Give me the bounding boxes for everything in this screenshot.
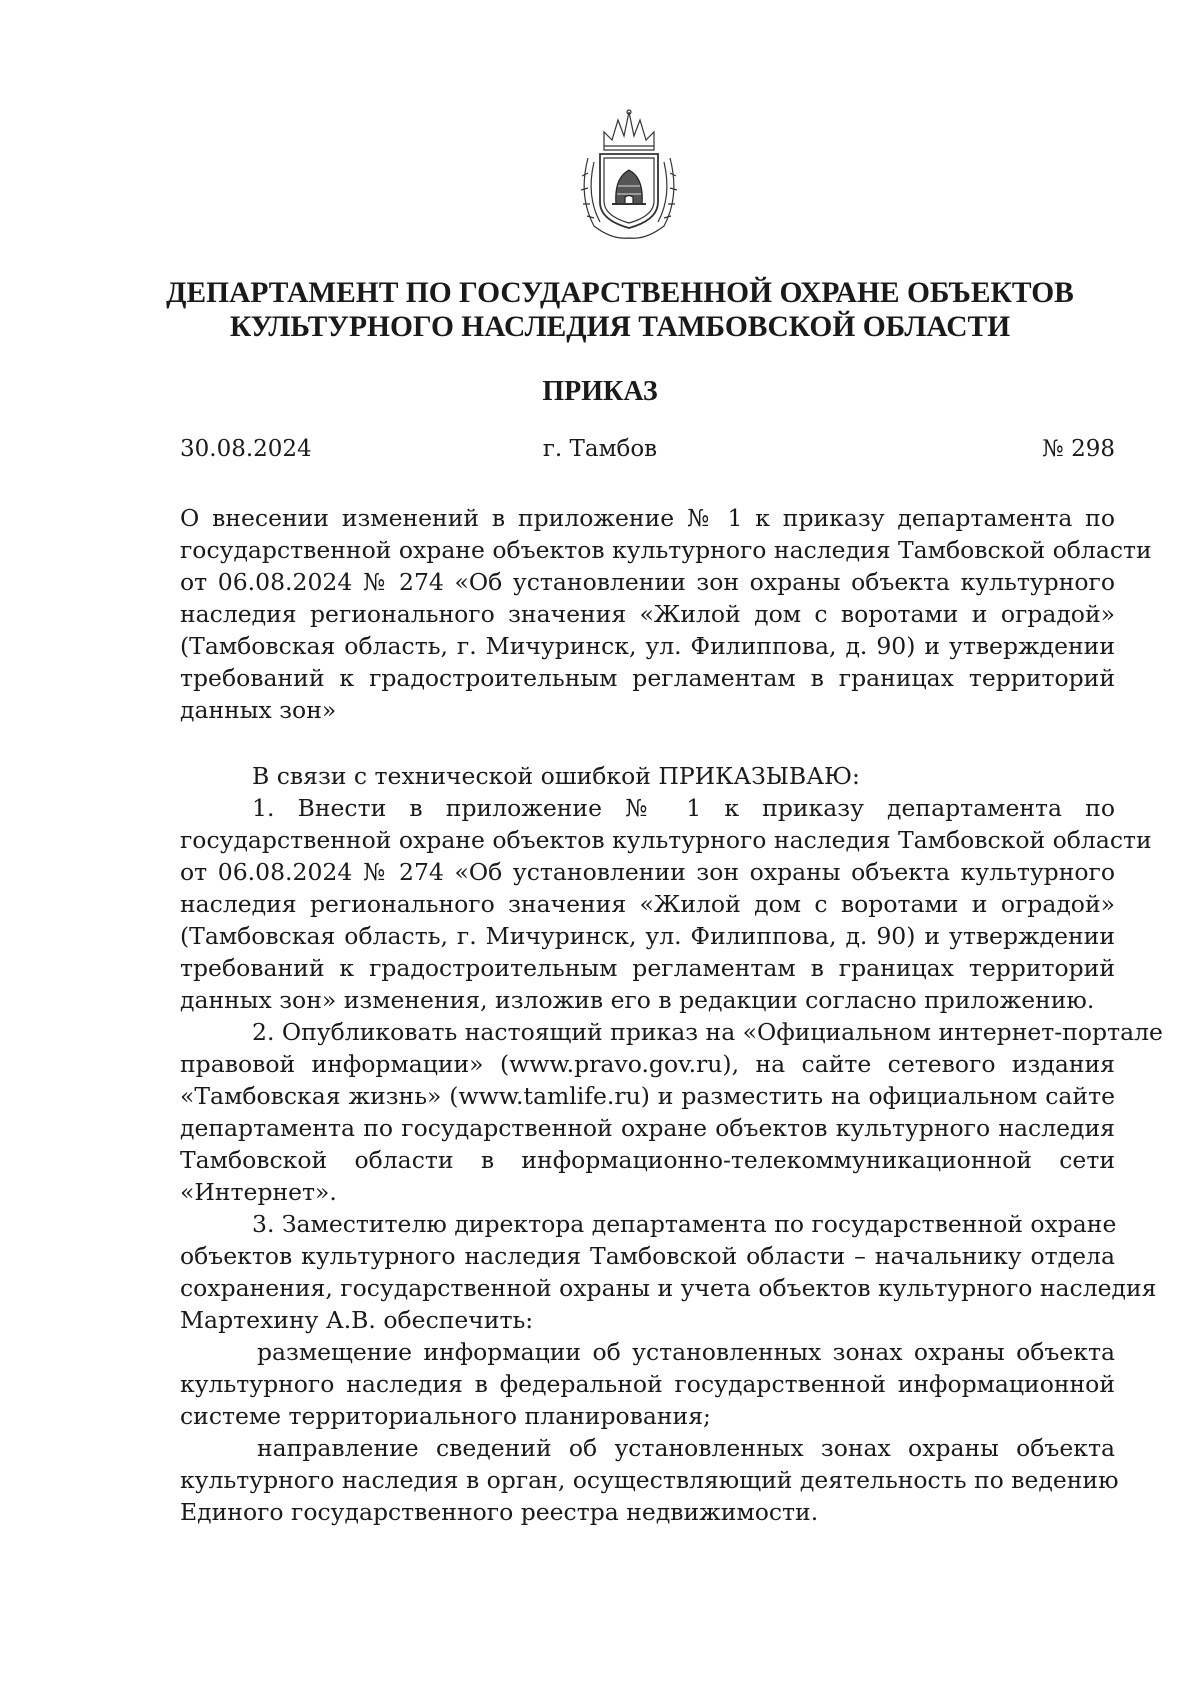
body-line: требований к градостроительным регламентам в границах территорий — [180, 954, 1115, 982]
body-line: культурного наследия в федеральной государственной информационной — [180, 1370, 1115, 1398]
document-city: г. Тамбов — [542, 436, 658, 462]
body-line: Тамбовской области в информационно-телекоммуникационной сети — [180, 1146, 1115, 1174]
body-line: Мартехину А.В. обеспечить: — [180, 1306, 534, 1334]
subject-line: государственной охране объектов культурного наследия Тамбовской области — [180, 536, 1152, 564]
body-line: сохранения, государственной охраны и учета объектов культурного наследия — [180, 1274, 1157, 1302]
agency-name-line2: КУЛЬТУРНОГО НАСЛЕДИЯ ТАМБОВСКОЙ ОБЛАСТИ — [229, 311, 1011, 343]
subject-line: данных зон» — [180, 696, 337, 724]
subject-line: О внесении изменений в приложение № 1 к приказу департамента по — [180, 504, 1115, 532]
body-line: культурного наследия в орган, осуществляющий деятельность по ведению — [180, 1466, 1119, 1494]
document-title: ПРИКАЗ — [542, 376, 658, 407]
document-date: 30.08.2024 — [180, 436, 312, 462]
body-line: от 06.08.2024 № 274 «Об установлении зон охраны объекта культурного — [180, 858, 1115, 886]
subject-line: наследия регионального значения «Жилой дом с воротами и оградой» — [180, 600, 1115, 628]
body-line: данных зон» изменения, изложив его в редакции согласно приложению. — [180, 986, 1095, 1014]
body-line: направление сведений об установленных зонах охраны объекта — [257, 1434, 1115, 1462]
body-line: государственной охране объектов культурного наследия Тамбовской области — [180, 826, 1152, 854]
body-line: 3. Заместителю директора департамента по государственной охране — [252, 1210, 1117, 1238]
body-line: департамента по государственной охране объектов культурного наследия — [180, 1114, 1115, 1142]
tambov-coat-of-arms-icon — [574, 106, 684, 242]
body-line: 1. Внести в приложение № 1 к приказу департамента по — [252, 794, 1115, 822]
body-line: 2. Опубликовать настоящий приказ на «Официальном интернет-портале — [252, 1018, 1163, 1046]
body-line: Единого государственного реестра недвижимости. — [180, 1498, 819, 1526]
subject-line: (Тамбовская область, г. Мичуринск, ул. Филиппова, д. 90) и утверждении — [180, 632, 1115, 660]
body-line: правовой информации» (www.pravo.gov.ru), на сайте сетевого издания — [180, 1050, 1115, 1078]
document-number: № 298 — [1042, 436, 1115, 462]
body-line: (Тамбовская область, г. Мичуринск, ул. Филиппова, д. 90) и утверждении — [180, 922, 1115, 950]
subject-line: требований к градостроительным регламентам в границах территорий — [180, 664, 1115, 692]
body-line: «Интернет». — [180, 1178, 337, 1206]
body-line: размещение информации об установленных зонах охраны объекта — [257, 1338, 1115, 1366]
subject-line: от 06.08.2024 № 274 «Об установлении зон охраны объекта культурного — [180, 568, 1115, 596]
body-line: «Тамбовская жизнь» (www.tamlife.ru) и разместить на официальном сайте — [180, 1082, 1115, 1110]
body-line: системе территориального планирования; — [180, 1402, 711, 1430]
body-line: объектов культурного наследия Тамбовской области – начальнику отдела — [180, 1242, 1115, 1270]
body-line: наследия регионального значения «Жилой дом с воротами и оградой» — [180, 890, 1115, 918]
body-line: В связи с технической ошибкой ПРИКАЗЫВАЮ: — [252, 762, 860, 790]
agency-name-line1: ДЕПАРТАМЕНТ ПО ГОСУДАРСТВЕННОЙ ОХРАНЕ ОБЪЕКТОВ — [166, 277, 1074, 309]
